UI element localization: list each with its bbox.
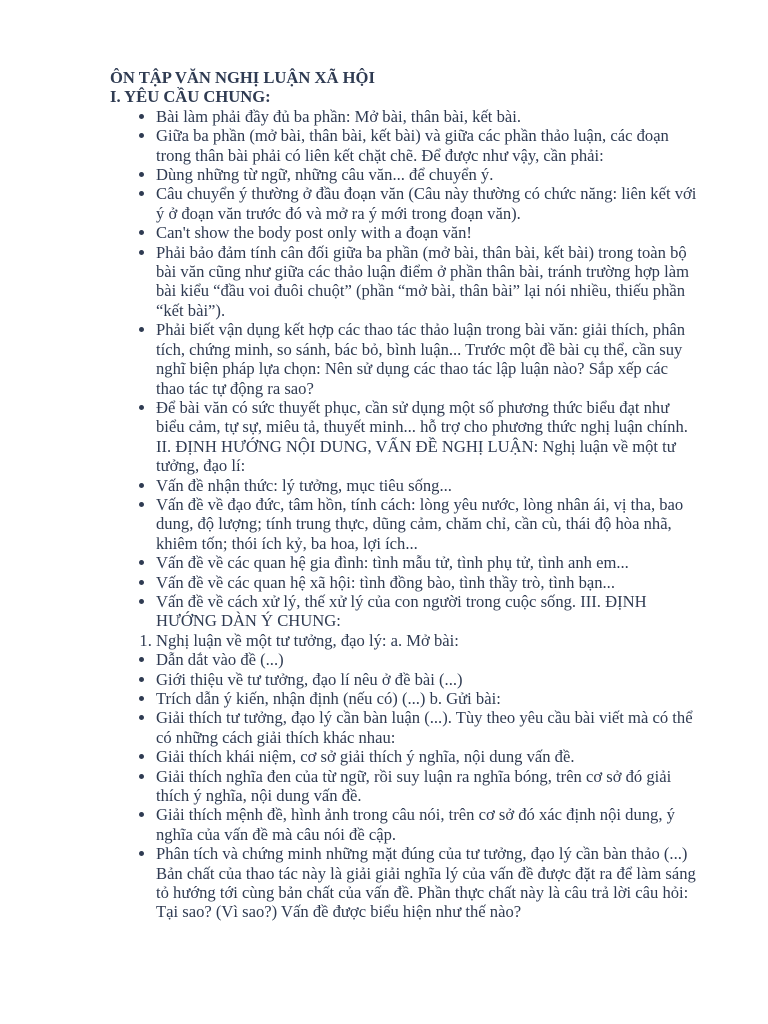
list-item: • Bài làm phải đầy đủ ba phần: Mở bài, thân bài, kết bài. [156, 107, 700, 126]
list-item: • Vấn đề nhận thức: lý tưởng, mục tiêu sống... [156, 476, 700, 495]
list-item: • Vấn đề về cách xử lý, thế xử lý của con người trong cuộc sống. III. ĐỊNH HƯỚNG DÀN Ý CHUNG: [156, 592, 700, 631]
list-item: • Phải bảo đảm tính cân đối giữa ba phần (mở bài, thân bài, kết bài) trong toàn bộ bài văn cũng như giữa các thảo luận điểm ở phần thân bài, tránh trường hợp làm bài kiểu “đầu voi đuôi chuột” (phần “mở bài, thân bài” lại nói nhiều, thiếu phần “kết bài”). [156, 243, 700, 321]
list-item: • Vấn đề về các quan hệ xã hội: tình đồng bào, tình thầy trò, tình bạn... [156, 573, 700, 592]
list-item: • Câu chuyển ý thường ở đầu đoạn văn (Câu này thường có chức năng: liên kết với ý ở đoạn văn trước đó và mở ra ý mới trong đoạn văn). [156, 184, 700, 223]
list-item: • Phân tích và chứng minh những mặt đúng của tư tưởng, đạo lý cần bàn thảo (...) Bản chất của thao tác này là giải giải nghĩa lý của vấn đề được đặt ra để làm sáng tỏ hướng tới cùng bản chất của vấn đề. Phần thực chất này là câu trả lời câu hỏi: Tại sao? (Vì sao?) Vấn đề được biểu hiện như thế nào? [156, 844, 700, 922]
list-item: • Phải biết vận dụng kết hợp các thao tác thảo luận trong bài văn: giải thích, phân tích, chứng minh, so sánh, bác bỏ, bình luận... Trước một đề bài cụ thể, cần suy nghĩ biện pháp lựa chọn: Nên sử dụng các thao tác lập luận nào? Sắp xếp các thao tác tự động ra sao? [156, 320, 700, 398]
list-item: • Dẫn dắt vào đề (...) [156, 650, 700, 669]
section-heading: I. YÊU CẦU CHUNG: [110, 87, 271, 107]
list-item: • Giải thích khái niệm, cơ sở giải thích ý nghĩa, nội dung vấn đề. [156, 747, 700, 766]
list-item: • Vấn đề về đạo đức, tâm hồn, tính cách: lòng yêu nước, lòng nhân ái, vị tha, bao dung, độ lượng; tính trung thực, dũng cảm, chăm chỉ, cần cù, thái độ hòa nhã, khiêm tốn; thói ích kỷ, ba hoa, lợi ích... [156, 495, 700, 553]
list-item: • Dùng những từ ngữ, những câu văn... để chuyển ý. [156, 165, 700, 184]
list-item: • Để bài văn có sức thuyết phục, cần sử dụng một số phương thức biểu đạt như biểu cảm, tự sự, miêu tả, thuyết minh... hỗ trợ cho phương thức nghị luận chính. II. ĐỊNH HƯỚNG NỘI DUNG, VẤN ĐỀ NGHỊ LUẬN: Nghị luận về một tư tưởng, đạo lí: [156, 398, 700, 476]
outline-detail-list [110, 650, 700, 922]
outline-list [110, 631, 700, 650]
document-body [110, 68, 700, 922]
list-item: • Can't show the body post only with a đoạn văn! [156, 223, 700, 242]
list-item: • Giải thích nghĩa đen của từ ngữ, rồi suy luận ra nghĩa bóng, trên cơ sở đó giải thích ý nghĩa, nội dung vấn đề. [156, 767, 700, 806]
requirements-list [110, 107, 700, 631]
list-item: • Giải thích mệnh đề, hình ảnh trong câu nói, trên cơ sở đó xác định nội dung, ý nghĩa của vấn đề mà câu nói đề cập. [156, 805, 700, 844]
list-item: • Trích dẫn ý kiến, nhận định (nếu có) (...) b. Gửi bài: [156, 689, 700, 708]
document-title: ÔN TẬP VĂN NGHỊ LUẬN XÃ HỘI [110, 68, 375, 87]
list-item: • Giới thiệu về tư tưởng, đạo lí nêu ở đề bài (...) [156, 670, 700, 689]
list-item: • Giải thích tư tưởng, đạo lý cần bàn luận (...). Tùy theo yêu cầu bài viết mà có thể có những cách giải thích khác nhau: [156, 708, 700, 747]
ordered-list-item: 1. Nghị luận về một tư tưởng, đạo lý: a. Mở bài: [156, 631, 700, 650]
list-item: • Giữa ba phần (mở bài, thân bài, kết bài) và giữa các phần thảo luận, các đoạn trong thân bài phải có liên kết chặt chẽ. Để được như vậy, cần phải: [156, 126, 700, 165]
list-item: • Vấn đề về các quan hệ gia đình: tình mẫu tử, tình phụ tử, tình anh em... [156, 553, 700, 572]
